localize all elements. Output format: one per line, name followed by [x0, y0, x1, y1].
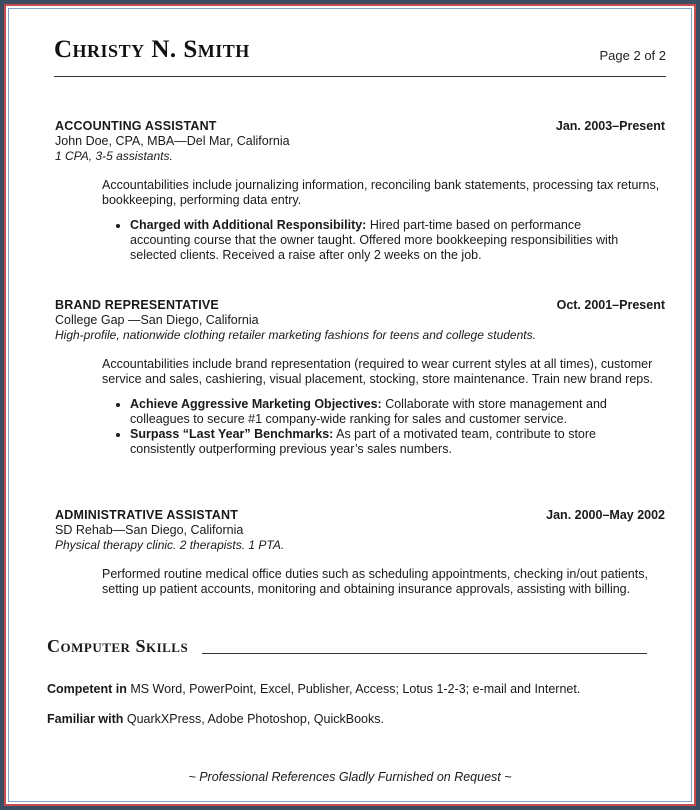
- achievement-lead: Surpass “Last Year” Benchmarks:: [130, 427, 334, 441]
- job-description: High-profile, nationwide clothing retailer marketing fashions for teens and college students.: [55, 328, 536, 342]
- achievement-lead: Charged with Additional Responsibility:: [130, 218, 367, 232]
- job-dates: Jan. 2003–Present: [555, 119, 665, 133]
- job-dates: Jan. 2000–May 2002: [546, 508, 665, 522]
- achievement-lead: Achieve Aggressive Marketing Objectives:: [130, 397, 382, 411]
- section-rule: [202, 653, 647, 654]
- job-title: BRAND REPRESENTATIVE: [55, 298, 219, 312]
- skills-competent: [47, 682, 580, 696]
- job-accountabilities: Accountabilities include journalizing information, reconciling bank statements, processing tax returns, bookkeeping, performing data entry.: [102, 178, 660, 207]
- section-title: Computer Skills: [47, 636, 189, 656]
- job-achievements: [102, 397, 643, 457]
- job-employer: College Gap —San Diego, California: [55, 313, 259, 327]
- list-item: [130, 218, 643, 263]
- skills-competent-text: MS Word, PowerPoint, Excel, Publisher, Access; Lotus 1-2-3; e-mail and Internet.: [126, 682, 581, 696]
- job-achievements: [102, 218, 643, 263]
- job-entry: [55, 508, 665, 597]
- achievement-text: Hired part-time based on performance accounting course that the owner taught. Offered more bookkeeping responsibilities with selected clients. Received a raise after only 2 weeks on the job.: [130, 218, 619, 262]
- job-accountabilities: Accountabilities include brand representation (required to wear current styles at all times), customer service and sales, cashiering, visual placement, stocking, store maintenance. Train new brand reps.: [102, 357, 653, 386]
- job-title: ADMINISTRATIVE ASSISTANT: [55, 508, 239, 522]
- job-dates: Oct. 2001–Present: [556, 298, 665, 312]
- resume-page: [22, 22, 678, 792]
- skills-familiar-lead: Familiar with: [47, 712, 124, 726]
- achievement-text: Collaborate with store management and colleagues to secure #1 company-wide ranking for sales and customer service.: [130, 397, 607, 426]
- skills-familiar-text: QuarkXPress, Adobe Photoshop, QuickBooks.: [123, 712, 384, 726]
- job-description: Physical therapy clinic. 2 therapists. 1 PTA.: [55, 538, 285, 552]
- page-number: Page 2 of 2: [599, 48, 666, 63]
- job-entry: [55, 119, 665, 263]
- job-employer: John Doe, CPA, MBA—Del Mar, California: [55, 134, 290, 148]
- job-description: 1 CPA, 3-5 assistants.: [55, 149, 173, 163]
- job-title: ACCOUNTING ASSISTANT: [55, 119, 217, 133]
- achievement-text: As part of a motivated team, contribute to store consistently outperforming previous year’s sales numbers.: [130, 427, 596, 456]
- job-employer: SD Rehab—San Diego, California: [55, 523, 244, 537]
- computer-skills-heading: [47, 636, 647, 660]
- list-item: [130, 397, 643, 427]
- job-accountabilities: Performed routine medical office duties such as scheduling appointments, checking in/out patients, setting up patient accounts, monitoring and obtaining insurance approvals, assisting with billing.: [102, 567, 648, 596]
- list-item: [130, 427, 643, 457]
- skills-familiar: [47, 712, 384, 726]
- resume-header: [54, 36, 666, 77]
- job-entry: [55, 298, 665, 457]
- references-footer: ~ Professional References Gladly Furnished on Request ~: [188, 770, 512, 784]
- skills-competent-lead: Competent in: [47, 682, 127, 696]
- candidate-name: Christy N. Smith: [54, 36, 250, 63]
